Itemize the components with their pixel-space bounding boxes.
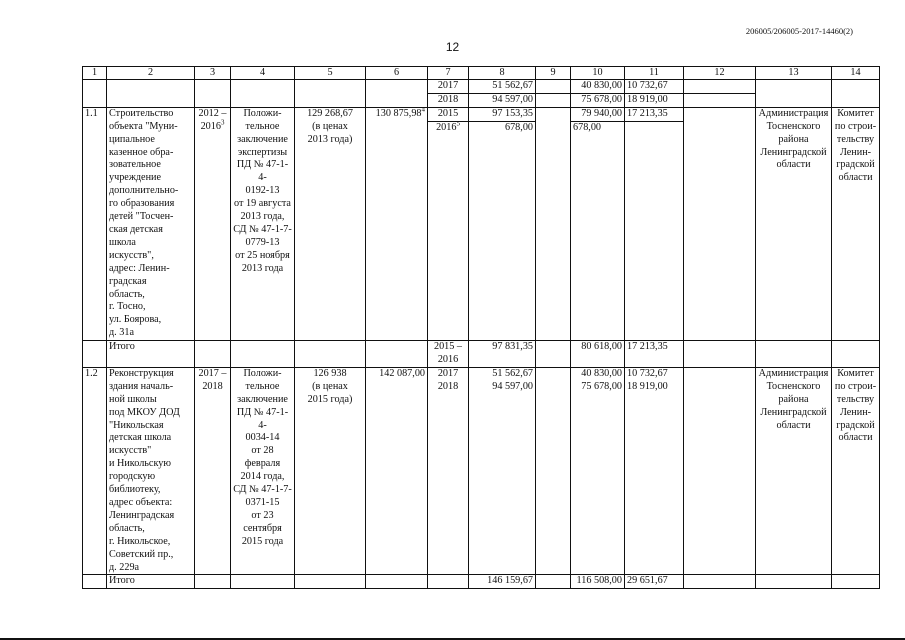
text-line: заключение [237,133,288,145]
text-line: область, [109,288,145,300]
text-line: Ленинградской [760,146,827,158]
amount-cell: 10 732,67 [625,367,684,381]
year-cell: 2018 [428,381,469,574]
text-line: Комитет [837,367,874,379]
text-line: области [838,432,873,444]
text-line: Ленинградская [109,509,175,521]
text-line: детская школа [109,432,172,444]
text-line: 2013 года) [307,133,353,145]
text-line: СД № 47-1-7- [233,484,292,496]
text-line: Советский пр., [109,548,174,560]
estimate-cell: 130 875,98$^4$ [366,107,428,340]
item-number: 1.2 [83,367,107,575]
text-line: зовательное [109,159,161,171]
text-line: 126 938 [313,367,347,379]
text-line: градской [836,419,875,431]
text-line: школа [109,236,136,248]
text-line: Администрация [758,367,829,379]
table-row [83,80,880,94]
year-cell: 2017 [428,80,469,94]
amount-cell: 51 562,67 [469,367,536,381]
amount-cell: 17 213,35 [625,341,684,368]
amount-cell: 97 153,35 [469,107,536,121]
text-line: района [778,133,809,145]
item-number: 1.1 [83,107,107,340]
amount-cell: 146 159,67 [469,575,536,589]
text-line: ципальное [109,133,155,145]
text-line: городскую [109,471,156,483]
year-cell: 2016$^5$ [428,122,469,341]
text-line: Администрация [758,107,829,119]
text-line: тельное [245,120,280,132]
column-header: 11 [625,67,684,80]
text-line: детей "Тосчен- [109,211,174,223]
text-line: от 25 ноября [235,249,290,261]
amount-cell [625,122,684,341]
text-line: тельству [836,133,875,145]
amount-cell: 80 618,00 [571,341,625,368]
text-line: области [838,172,873,184]
amount-cell: 79 940,00 [571,107,625,121]
amount-cell: 17 213,35 [625,107,684,121]
column-header: 1 [83,67,107,80]
column-header: 10 [571,67,625,80]
text-line: ной школы [109,393,157,405]
text-line: градской [836,159,875,171]
text-line: д. 31а [109,327,134,339]
column-header: 8 [469,67,536,80]
text-line: от 19 августа [234,198,291,210]
total-label: Итого [107,341,195,368]
period-cell: 2017 – 2018 [195,367,231,575]
text-line: заключение [237,393,288,405]
document-id: 206005/206005-2017-14460(2) [745,26,853,36]
table-row [83,367,880,381]
text-line: (в ценах [312,120,348,132]
text-line: 2015 года) [307,393,353,405]
text-line: 2015 года [241,535,284,547]
amount-cell: 678,00 [469,122,536,341]
expertise-cell [231,107,295,340]
total-label: Итого [107,575,195,589]
text-line: д. 229а [109,561,140,573]
amount-cell: 40 830,00 [571,80,625,94]
text-line: ул. Боярова, [109,314,162,326]
text-line: области [776,159,811,171]
column-header: 12 [684,67,756,80]
text-line: г. Тосно, [109,301,146,313]
text-line: под МКОУ ДОД [109,406,180,418]
text-line: Тосненского [766,380,821,392]
text-line: здания началь- [109,380,174,392]
text-line: ПД № 47-1-4- [236,406,289,431]
text-line: 129 268,67 [307,107,353,119]
text-line: го образования [109,198,175,210]
customer-cell [756,107,832,340]
amount-cell: 94 597,00 [469,93,536,107]
year-cell: 2017 [428,367,469,381]
text-line: Тосненского [766,120,821,132]
column-header: 4 [231,67,295,80]
text-line: Строительство [109,107,174,119]
text-line: ПД № 47-1-4- [236,159,289,184]
text-line: искусств", [109,249,154,261]
amount-cell: 18 919,00 [625,381,684,574]
text-line: тельное [245,380,280,392]
text-line: Комитет [837,107,874,119]
text-line: градская [109,275,147,287]
text-line: учреждение [109,172,162,184]
column-header: 3 [195,67,231,80]
estimate-cell: 142 087,00 [366,367,428,575]
cost-cell [295,107,366,340]
text-line: адрес объекта: [109,497,173,508]
text-line: дополнительно- [109,185,179,197]
year-cell: 2015 [428,107,469,121]
customer-cell [756,367,832,575]
text-line: тельству [836,393,875,405]
header-row [83,67,880,80]
expertise-cell [231,367,295,575]
object-name [107,367,195,575]
text-line: "Никольская [109,419,164,431]
object-name [107,107,195,340]
text-line: Ленин- [839,146,872,158]
text-line: 0779-13 [245,236,280,248]
text-line: экспертизы [237,146,288,158]
text-line: (в ценах [312,380,348,392]
year-cell: 2018 [428,93,469,107]
amount-cell: 94 597,00 [469,381,536,574]
text-line: 0371-15 [245,497,280,508]
amount-cell: 40 830,00 [571,367,625,381]
text-line: от 28 февраля [244,445,281,470]
text-line: района [778,393,809,405]
text-line: и Никольскую [109,458,171,470]
column-header: 6 [366,67,428,80]
text-line: 2013 года, [240,211,285,223]
text-line: 0192-13 [245,185,280,197]
text-line: 2014 года, [240,471,285,483]
cost-cell [295,367,366,575]
column-header: 5 [295,67,366,80]
text-line: СД № 47-1-7- [233,223,292,235]
amount-cell: 51 562,67 [469,80,536,94]
total-row [83,575,880,589]
text-line: от 23 сентября [243,509,282,534]
amount-cell: 18 919,00 [625,93,684,107]
page-number: 12 [445,40,460,54]
text-line: области [776,419,811,431]
text-line: Реконструкция [109,367,174,379]
text-line: Ленинградской [760,406,827,418]
text-line: г. Никольское, [109,535,171,547]
text-line: область, [109,522,145,534]
text-line: 2013 года [241,262,284,274]
text-line: искусств" [109,445,152,457]
year-cell: 2015 – 2016 [428,341,469,368]
text-line: по строи- [834,120,877,132]
text-line: объекта "Муни- [109,120,178,132]
amount-cell: 75 678,00 [571,93,625,107]
amount-cell: 75 678,00 [571,381,625,574]
text-line: 0034-14 [245,432,280,444]
executor-cell [832,367,880,575]
table-row [83,107,880,121]
amount-cell: 29 651,67 [625,575,684,589]
text-line: библиотеку, [109,484,161,496]
text-line: Положи- [243,107,282,119]
text-line: казенное обра- [109,146,174,158]
total-row [83,341,880,368]
executor-cell [832,107,880,340]
amount-cell: 97 831,35 [469,341,536,368]
amount-cell: 116 508,00 [571,575,625,589]
column-header: 13 [756,67,832,80]
text-line: Положи- [243,367,282,379]
period-cell: 2012 – 2016$^3$ [195,107,231,340]
column-header: 2 [107,67,195,80]
text-line: адрес: Ленин- [109,262,170,274]
text-line: ская детская [109,223,163,235]
text-line: по строи- [834,380,877,392]
column-header: 7 [428,67,469,80]
amount-cell: 678,00 [571,122,625,341]
amount-cell: 10 732,67 [625,80,684,94]
column-header: 9 [536,67,571,80]
program-table [82,66,880,589]
column-header: 14 [832,67,880,80]
text-line: Ленин- [839,406,872,418]
